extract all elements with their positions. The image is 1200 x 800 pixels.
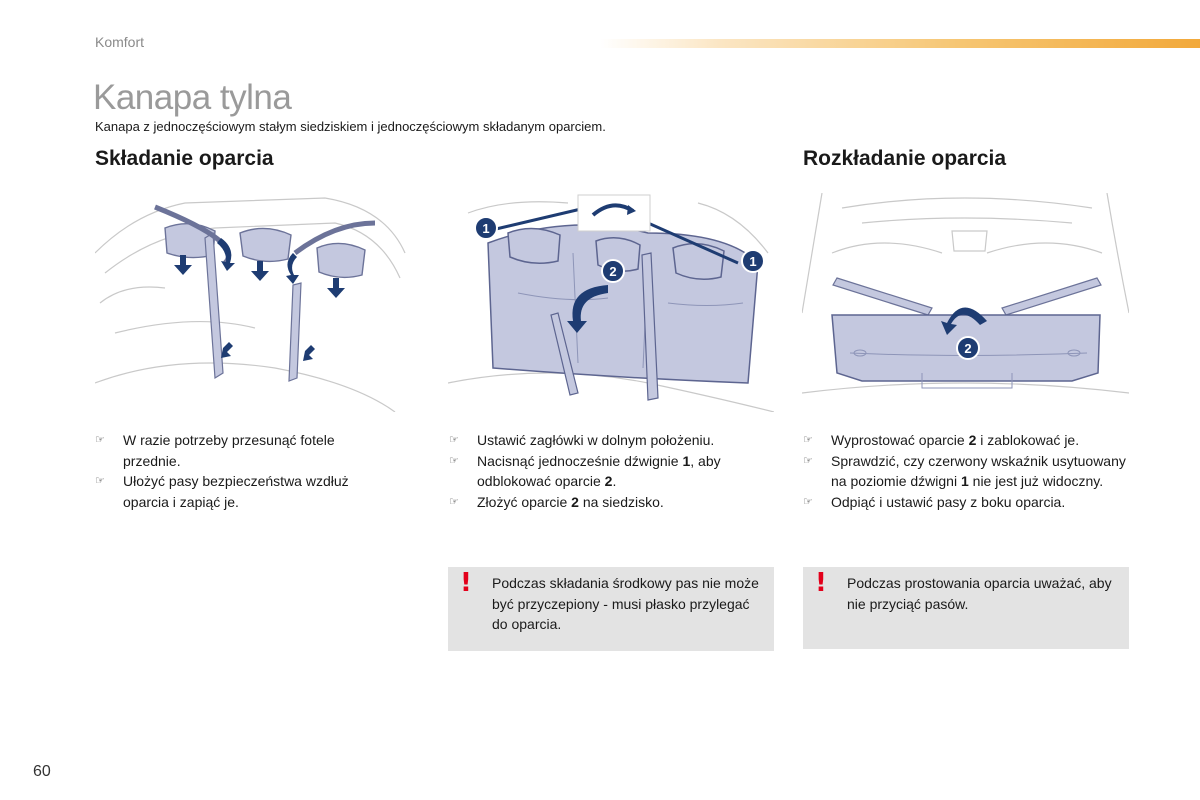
pointing-hand-icon: ☞ bbox=[449, 495, 459, 508]
list-item: ☞ Ustawić zagłówki w dolnym położeniu. bbox=[449, 430, 769, 451]
list-item: ☞ Wyprostować oparcie 2 i zablokować je. bbox=[803, 430, 1133, 451]
unfolding-steps bbox=[803, 430, 1133, 512]
folding-prep-steps bbox=[95, 430, 395, 512]
callout-2-raise: 2 bbox=[964, 341, 972, 356]
page-title: Kanapa tylna bbox=[93, 78, 292, 117]
warning-text: Podczas składania środkowy pas nie może być przyczepiony - musi płasko przylegać do oparcia. bbox=[492, 575, 759, 632]
callout-2: 2 bbox=[609, 264, 617, 279]
header-accent-bar bbox=[600, 39, 1200, 48]
list-item: ☞ Ułożyć pasy bezpieczeństwa wzdłuż oparcia i zapiąć je. bbox=[95, 473, 349, 510]
illustration-backrest-folding bbox=[448, 193, 774, 412]
pointing-hand-icon: ☞ bbox=[449, 434, 459, 446]
section-label: Komfort bbox=[95, 34, 145, 50]
list-item: ☞ Sprawdzić, czy czerwony wskaźnik usytuowany na poziomie dźwigni 1 nie jest już widoczny. bbox=[803, 452, 1126, 489]
list-item: ☞ W razie potrzeby przesunąć fotele przednie. bbox=[95, 432, 335, 469]
warning-box-folding bbox=[448, 567, 774, 651]
list-item: ☞ Złożyć oparcie 2 na siedzisko. bbox=[449, 492, 769, 513]
pointing-hand-icon: ☞ bbox=[449, 454, 459, 467]
pointing-hand-icon: ☞ bbox=[803, 434, 813, 446]
pointing-hand-icon: ☞ bbox=[95, 434, 105, 446]
pointing-hand-icon: ☞ bbox=[95, 475, 105, 487]
folding-heading: Składanie oparcia bbox=[95, 147, 274, 170]
warning-icon: ! bbox=[460, 568, 472, 598]
list-item: ☞ Odpiąć i ustawić pasy z boku oparcia. bbox=[803, 492, 1133, 513]
folding-steps bbox=[449, 430, 769, 512]
illustration-backrest-raising bbox=[802, 193, 1129, 412]
unfolding-heading: Rozkładanie oparcia bbox=[803, 147, 1007, 170]
warning-text: Podczas prostowania oparcia uważać, aby nie przyciąć pasów. bbox=[847, 575, 1112, 612]
callout-1-right: 1 bbox=[749, 254, 757, 269]
page-subtitle: Kanapa z jednoczęściowym stałym siedziskiem i jednoczęściowym składanym oparciem. bbox=[95, 119, 606, 134]
illustration-headrests-lowered bbox=[95, 193, 413, 412]
list-item: ☞ Nacisnąć jednocześnie dźwignie 1, aby odblokować oparcie 2. bbox=[449, 452, 721, 489]
pointing-hand-icon: ☞ bbox=[803, 495, 813, 508]
warning-icon: ! bbox=[815, 568, 827, 598]
callout-1-left: 1 bbox=[482, 221, 490, 236]
pointing-hand-icon: ☞ bbox=[803, 454, 813, 467]
warning-box-unfolding bbox=[803, 567, 1129, 649]
page-number: 60 bbox=[33, 763, 51, 780]
